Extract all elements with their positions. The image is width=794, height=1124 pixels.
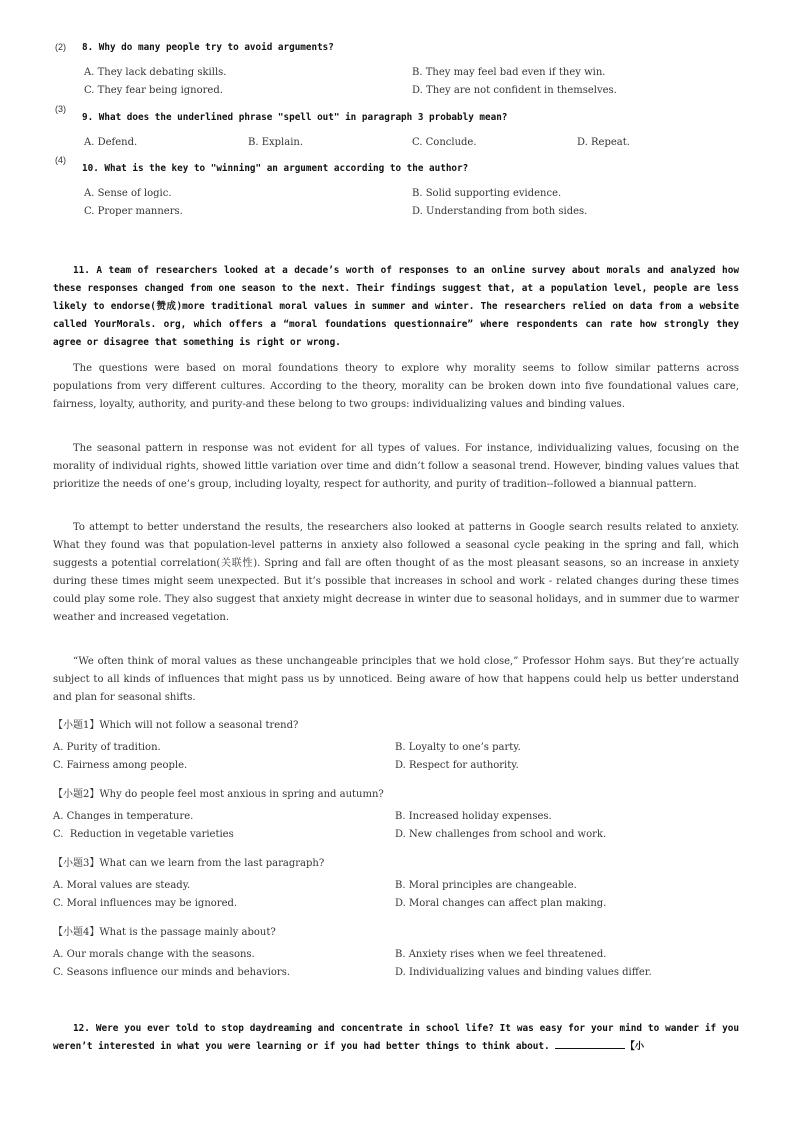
option-a[interactable]: A. Changes in temperature. bbox=[53, 811, 194, 822]
sub-question-stem: 【小题1】Which will not follow a seasonal trend? bbox=[53, 720, 299, 731]
passage-11-paragraph-4: To attempt to better understand the results, the researchers also looked at patterns in Google search results related to anxiety. What they found was that population-level patterns in anxiety also followed a seasonal cycle peaking in the spring and fall, which suggests a potential correlation(关联性). Spring and fall are often thought of as the most pleasant seasons, so an increase in anxiety during these times might seem unexpected. But it’s possible that increases in school and work - related changes during these times could play some role. They also suggest that anxiety might decrease in winter due to seasonal holidays, and in summer due to warmer weather and increased vegetation. bbox=[53, 522, 739, 623]
answer-blank[interactable] bbox=[555, 1038, 625, 1049]
option-a[interactable]: A. Moral values are steady. bbox=[53, 880, 191, 891]
option-a[interactable]: A. Purity of tradition. bbox=[53, 742, 161, 753]
option-b[interactable]: B. Anxiety rises when we feel threatened. bbox=[395, 949, 607, 960]
option-b[interactable]: B. Solid supporting evidence. bbox=[412, 188, 562, 199]
question-stem: 8. Why do many people try to avoid arguments? bbox=[82, 42, 334, 53]
passage-12-text: 12. Were you ever told to stop daydreaming and concentrate in school life? It was easy for your mind to wander if you weren’t interested in what you were learning or if you had better things to think about. bbox=[53, 1023, 739, 1052]
option-d[interactable]: D. Moral changes can affect plan making. bbox=[395, 898, 607, 909]
option-b[interactable]: B. Explain. bbox=[248, 137, 304, 148]
passage-11-paragraph-3: The seasonal pattern in response was not evident for all types of values. For instance, individualizing values, focusing on the morality of individual rights, showed little variation over time and didn’t follow a seasonal trend. However, binding values values that prioritize the needs of one’s group, including loyalty, respect for authority, and purity of tradition--followed a biannual pattern. bbox=[53, 443, 739, 490]
option-c[interactable]: C. Seasons influence our minds and behaviors. bbox=[53, 967, 291, 978]
passage-11-paragraph-2: The questions were based on moral foundations theory to explore why morality seems to follow similar patterns across populations from very different cultures. According to the theory, morality can be broken down into five foundational values care, fairness, loyalty, authority, and purity-and these belong to two groups: individualizing values and binding values. bbox=[53, 363, 739, 410]
option-c[interactable]: C. They fear being ignored. bbox=[84, 85, 223, 96]
sub-question-stem: 【小题4】What is the passage mainly about? bbox=[53, 927, 276, 938]
passage-11-intro: 11. A team of researchers looked at a decade’s worth of responses to an online survey about morals and analyzed how these responses changed from one season to the next. Their findings suggest that, at a population level, people are less likely to endorse(赞成)more traditional moral values in summer and winter. The researchers relied on data from a website called YourMorals. org, which offers a “moral foundations questionnaire” where respondents can rate how strongly they agree or disagree that something is right or wrong. bbox=[53, 265, 739, 348]
passage-11-paragraph-5: “We often think of moral values as these unchangeable principles that we hold close,” Professor Hohm says. But they’re actually subject to all kinds of influences that might pass us by unnoticed. Being aware of how that happens could help us better understand and plan for seasonal shifts. bbox=[53, 656, 739, 703]
question-number: (4) bbox=[55, 155, 66, 165]
option-a[interactable]: A. Defend. bbox=[84, 137, 138, 148]
passage-12-intro bbox=[53, 1020, 739, 1056]
question-stem: 10. What is the key to "winning" an argument according to the author? bbox=[82, 163, 469, 174]
option-b[interactable]: B. Increased holiday expenses. bbox=[395, 811, 552, 822]
option-a[interactable]: A. Our morals change with the seasons. bbox=[53, 949, 255, 960]
question-number: (3) bbox=[55, 104, 66, 114]
option-a[interactable]: A. They lack debating skills. bbox=[84, 67, 227, 78]
option-c[interactable]: C. Proper manners. bbox=[84, 206, 183, 217]
option-d[interactable]: D. Understanding from both sides. bbox=[412, 206, 588, 217]
option-b[interactable]: B. Loyalty to one’s party. bbox=[395, 742, 521, 753]
option-a[interactable]: A. Sense of logic. bbox=[84, 188, 172, 199]
option-c[interactable]: C. Conclude. bbox=[412, 137, 477, 148]
option-b[interactable]: B. Moral principles are changeable. bbox=[395, 880, 577, 891]
option-d[interactable]: D. They are not confident in themselves. bbox=[412, 85, 617, 96]
option-d[interactable]: D. Individualizing values and binding values differ. bbox=[395, 967, 652, 978]
option-d[interactable]: D. Repeat. bbox=[577, 137, 630, 148]
option-d[interactable]: D. New challenges from school and work. bbox=[395, 829, 607, 840]
option-c[interactable]: C. Fairness among people. bbox=[53, 760, 188, 771]
option-d[interactable]: D. Respect for authority. bbox=[395, 760, 519, 771]
option-c[interactable]: C. Reduction in vegetable varieties bbox=[53, 829, 234, 840]
option-c[interactable]: C. Moral influences may be ignored. bbox=[53, 898, 238, 909]
sub-question-stem: 【小题3】What can we learn from the last paragraph? bbox=[53, 858, 325, 869]
question-stem: 9. What does the underlined phrase "spell out" in paragraph 3 probably mean? bbox=[82, 112, 508, 123]
question-number: (2) bbox=[55, 42, 66, 52]
sub-question-stem: 【小题2】Why do people feel most anxious in spring and autumn? bbox=[53, 789, 384, 800]
passage-12-trail: 【小 bbox=[625, 1041, 645, 1052]
option-b[interactable]: B. They may feel bad even if they win. bbox=[412, 67, 606, 78]
